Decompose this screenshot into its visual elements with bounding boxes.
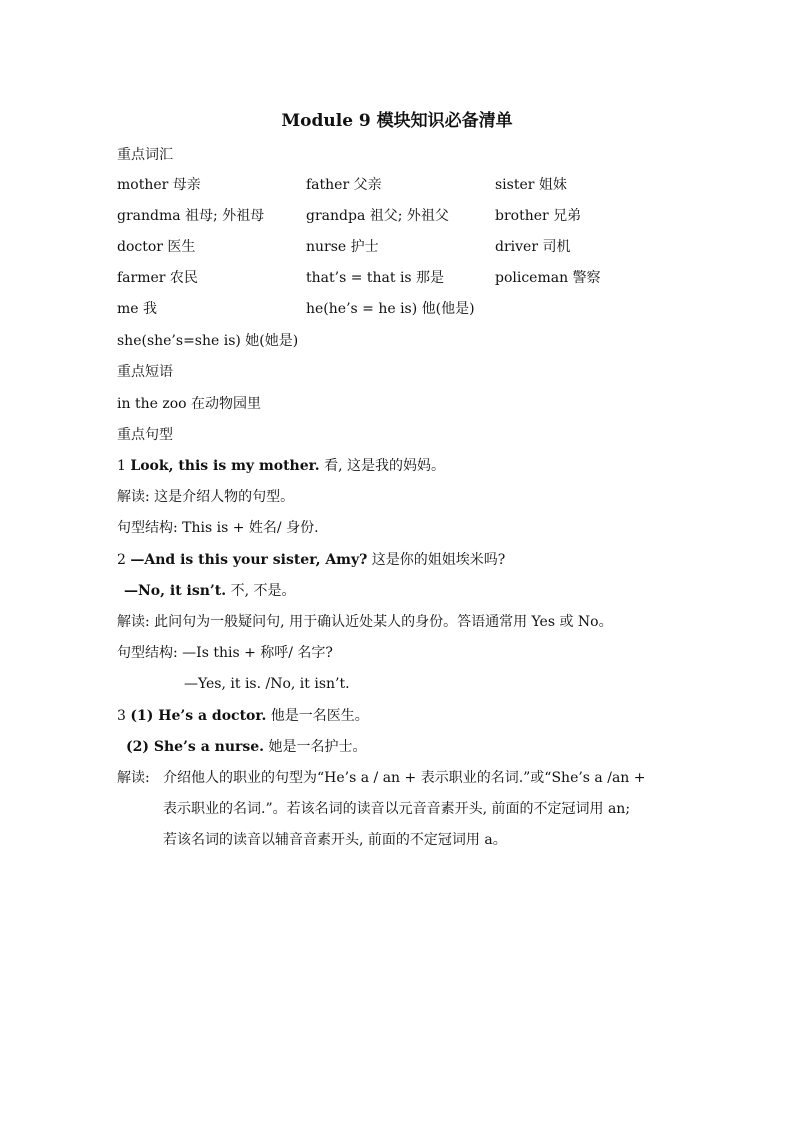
sentence-chinese: 他是一名医生。 (266, 708, 369, 724)
page-title: Module 9 模块知识必备清单 (281, 111, 513, 131)
sentence-english: (1) He’s a doctor. (130, 708, 267, 724)
vocab-item: sister 姐妹 (495, 177, 567, 193)
vocab-heading: 重点词汇 (117, 147, 173, 163)
vocab-item: father 父亲 (306, 177, 382, 193)
answer-english: —No, it isn’t. (124, 583, 227, 599)
sentence-chinese: 看, 这是我的妈妈。 (319, 458, 445, 474)
sentence-english: —And is this your sister, Amy? (130, 552, 368, 568)
vocab-item: driver 司机 (495, 239, 571, 255)
sentence-2 (117, 550, 505, 570)
vocab-item: me 我 (117, 301, 158, 317)
vocab-item: that’s = that is 那是 (306, 270, 445, 286)
sentence-structure: 句型结构: This is + 姓名/ 身份. (117, 520, 319, 536)
vocab-item: grandpa 祖父; 外祖父 (306, 208, 449, 224)
vocab-item: brother 兄弟 (495, 208, 582, 224)
sentence-answer (124, 581, 296, 601)
sentence-english: Look, this is my mother. (130, 458, 320, 474)
phrase-item: in the zoo 在动物园里 (117, 396, 262, 412)
sentence-structure: 句型结构: —Is this + 称呼/ 名字? (117, 645, 333, 661)
vocab-item: she(she’s=she is) 她(她是) (117, 333, 299, 349)
vocab-item: grandma 祖母; 外祖母 (117, 208, 265, 224)
vocab-item: he(he’s = he is) 他(他是) (306, 301, 475, 317)
sentence-structure-answer: —Yes, it is. /No, it isn’t. (184, 676, 350, 692)
vocab-item: mother 母亲 (117, 177, 201, 193)
sentence-number: 3 (117, 708, 131, 724)
sentence-number: 2 (117, 552, 131, 568)
phrase-heading: 重点短语 (117, 364, 173, 380)
vocab-item: doctor 医生 (117, 239, 196, 255)
sentence-note: 若该名词的读音以辅音音素开头, 前面的不定冠词用 a。 (163, 832, 507, 848)
sentence-note: 解读: 此问句为一般疑问句, 用于确认近处某人的身份。答语通常用 Yes 或 No。 (117, 614, 613, 630)
sentence-chinese: 她是一名护士。 (264, 739, 367, 755)
sentence-3-part-2 (126, 737, 366, 757)
vocab-item: nurse 护士 (306, 239, 379, 255)
sentence-english: (2) She’s a nurse. (126, 739, 265, 755)
sentence-1 (117, 456, 445, 476)
sentence-3 (117, 706, 369, 726)
vocab-item: farmer 农民 (117, 270, 198, 286)
sentence-number: 1 (117, 458, 131, 474)
sentence-note: 表示职业的名词.”。若该名词的读音以元音音素开头, 前面的不定冠词用 an; (163, 801, 631, 817)
sentence-note: 介绍他人的职业的句型为“He’s a / an + 表示职业的名词.”或“She’s a /an + (163, 770, 646, 786)
sentence-note-label: 解读: (117, 770, 150, 786)
sentence-chinese: 这是你的姐姐埃米吗? (367, 552, 506, 568)
sentence-note: 解读: 这是介绍人物的句型。 (117, 489, 295, 505)
answer-chinese: 不, 不是。 (226, 583, 296, 599)
sentence-heading: 重点句型 (117, 427, 173, 443)
vocab-item: policeman 警察 (495, 270, 601, 286)
